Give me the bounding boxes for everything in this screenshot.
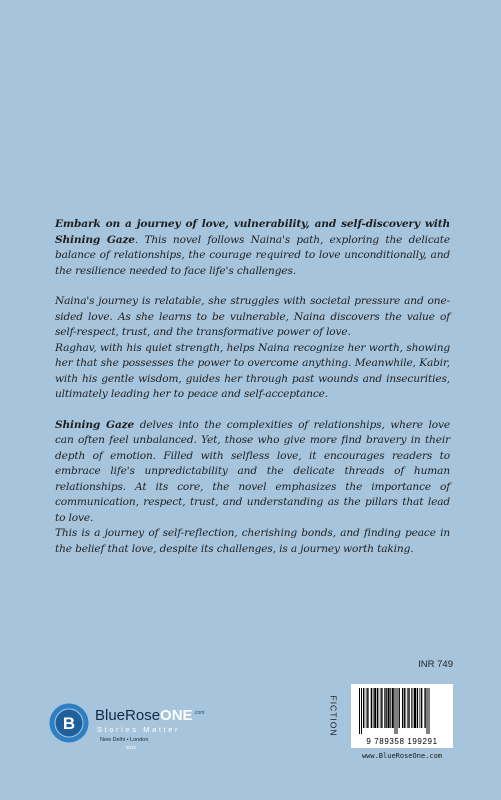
barcode-bar — [404, 688, 405, 728]
barcode-bar — [407, 688, 408, 728]
text-run: . This novel follows Naina's path, exploring the delicate balance of relationships, the courage required to love unconditionally, and the resilience needed to face life's challenges. — [55, 233, 450, 277]
back-cover-blurb — [55, 217, 450, 557]
blurb-paragraph — [55, 294, 450, 341]
b-ring-logo-icon — [49, 703, 89, 743]
genre-text: FICTION — [328, 695, 338, 737]
bold-text-run: Shining Gaze — [55, 418, 135, 431]
publisher-cities: New Delhi • London — [100, 737, 149, 743]
barcode-bar — [424, 688, 425, 728]
publisher-year: 2012 — [126, 745, 137, 750]
blurb-paragraph — [55, 526, 450, 557]
text-run: Naina's journey is relatable, she struggles with societal pressure and one-sided love. As she learns to be vulnerable, Naina discovers the value of self-respect, trust, and the transformative power of love. — [55, 295, 450, 338]
bold-text-run: Embark on a journey of love, vulnerability, and self-discovery with — [55, 218, 450, 230]
barcode-bar — [381, 688, 382, 728]
barcode-bar — [367, 688, 368, 728]
barcode-bar — [377, 688, 378, 728]
publisher-logo — [49, 703, 249, 749]
barcode-guard-bar — [359, 688, 360, 734]
barcode-bar — [373, 688, 374, 728]
barcode-bar — [392, 688, 394, 728]
barcode-bar — [374, 688, 376, 728]
barcode-guard-bar — [395, 688, 396, 734]
svg-text:B: B — [62, 714, 76, 733]
barcode-bar — [380, 688, 381, 728]
genre-label — [327, 690, 339, 742]
isbn-barcode — [351, 684, 453, 748]
publisher-name: BlueRoseONE$^{.com}$ — [95, 707, 205, 724]
isbn-number: 9 789358 199291 — [366, 737, 438, 746]
blurb-paragraph — [55, 217, 450, 279]
barcode-bar — [414, 688, 416, 728]
text-run: Raghav, with his quiet strength, helps Naina recognize her worth, showing her that she possesses the power to overcome anything. Meanwhile, Kabir, with his gentle wisdom, guides her through past wounds and insecurities, ultimately leading her to peace and self-acceptance. — [55, 341, 450, 400]
bold-text-run: Shining Gaze — [55, 233, 135, 246]
barcode-bar — [402, 688, 403, 728]
barcode-bar — [417, 688, 418, 728]
publisher-tagline: Stories Matter — [97, 725, 181, 734]
publisher-website: www.BlueRoseOne.com — [361, 752, 443, 760]
barcode-bar — [384, 688, 385, 728]
barcode-bar — [421, 688, 422, 728]
barcode-guard-bar — [427, 688, 428, 734]
barcode-bar — [385, 688, 386, 728]
text-run: delves into the complexities of relationships, where love can often feel unbalanced. Yet, those who give more find bravery in their depth of emotion. Filled with selfless love, it encourages readers to embrace life's unpredictability and the delicate threads of human relationships. At its core, the novel emphasizes the importance of communication, respect, trust, and understanding as the pillars that lead to love. — [55, 418, 450, 524]
barcode-bar — [388, 688, 390, 728]
barcode-bar — [399, 688, 400, 728]
barcode-guard-bar — [429, 688, 430, 734]
barcode-bar — [371, 688, 372, 728]
barcode-guard-bar — [361, 688, 362, 734]
barcode-bar — [390, 688, 391, 728]
barcode-bar — [408, 688, 409, 728]
text-run: This is a journey of self-reflection, cherishing bonds, and finding peace in the belief that love, despite its challenges, is a journey worth taking. — [55, 527, 450, 555]
barcode-bar — [411, 688, 412, 728]
barcode-bar — [420, 688, 421, 728]
barcode-bar — [366, 688, 367, 728]
price-label: INR 749 — [418, 659, 453, 670]
blurb-paragraph — [55, 418, 450, 527]
barcode-guard-bar — [397, 688, 398, 734]
barcode-bar — [363, 688, 364, 728]
blurb-paragraph — [55, 341, 450, 403]
barcode-bars — [357, 688, 447, 734]
barcode-bar — [413, 688, 414, 728]
